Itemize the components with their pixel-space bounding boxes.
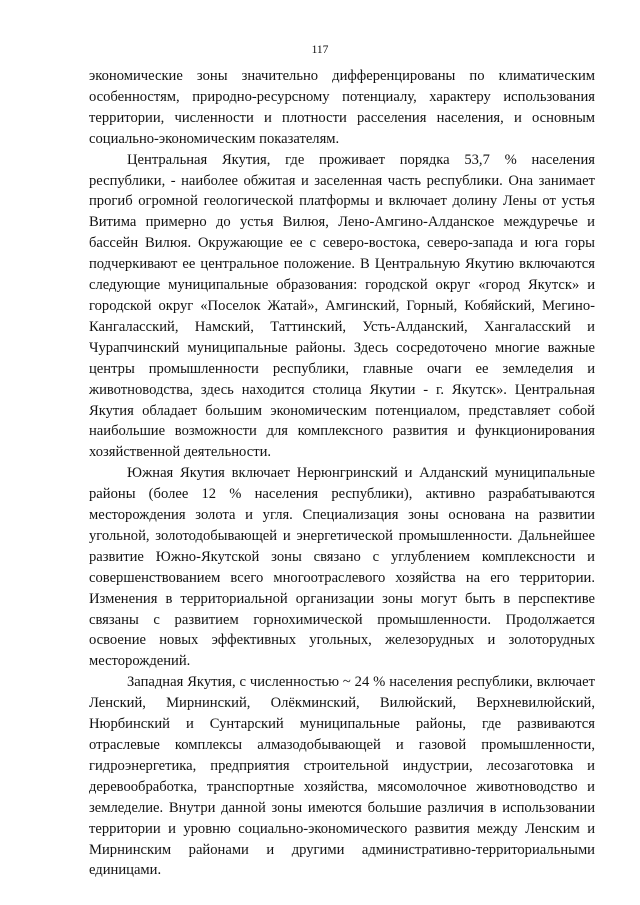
body-text: [89, 66, 595, 881]
paragraph-central-yakutia: Центральная Якутия, где проживает порядка 53,7 % населения республики, - наиболее обжитая и заселенная часть республики. Она занимает прогиб огромной геологической платформы и включает долину Лены от устья Витима примерно до устья Вилюя, Лено-Амгино-Алданское междуречье и бассейн Вилюя. Окружающие ее с северо-востока, северо-запада и юга горы подчеркивают ее центральное положение. В Центральную Якутию включаются следующие муниципальные образования: городской округ «город Якутск» и городской округ «Поселок Жатай», Амгинский, Горный, Кобяйский, Мегино-Кангаласский, Намский, Таттинский, Усть-Алданский, Хангаласский и Чурапчинский муниципальные районы. Здесь сосредоточено многие важные центры промышленности республики, главные очаги ее земледелия и животноводства, здесь находится столица Якутии - г. Якутск». Центральная Якутия обладает большим экономическим потенциалом, представляет собой наибольшие возможности для комплексного развития и функционирования хозяйственной деятельности.: [89, 151, 595, 461]
paragraph-southern-yakutia: Южная Якутия включает Нерюнгринский и Алданский муниципальные районы (более 12 % населения республики), активно разрабатываются месторождения золота и угля. Специализация зоны основана на развитии угольной, золотодобывающей и энергетической промышленности. Дальнейшее развитие Южно-Якутской зоны связано с углублением комплексности и совершенствованием всего многоотраслевого хозяйства на его территории. Изменения в территориальной организации зоны могут быть в перспективе связаны с развитием горнохимической промышленности. Продолжается освоение новых эффективных угольных, железорудных и золоторудных месторождений.: [89, 465, 595, 670]
paragraph-western-yakutia: Западная Якутия, с численностью ~ 24 % населения республики, включает Ленский, Мирнинский, Олёкминский, Вилюйский, Верхневилюйский, Нюрбинский и Сунтарский муниципальные районы, где развиваются отраслевые комплексы алмазодобывающей и газовой промышленности, гидроэнергетика, предприятия строительной индустрии, лесозаготовка и деревообработка, транспортные хозяйства, мясомолочное животноводство и земледелие. Внутри данной зоны имеются большие различия в использовании территории и уровню социально-экономического развития между Ленским и Мирнинским районами и другими административно-территориальными единицами.: [89, 674, 595, 879]
paragraph-continuation: экономические зоны значительно дифференцированы по климатическим особенностям, природно-ресурсному потенциалу, характеру использования территории, численности и плотности расселения населения, и основным социально-экономическим показателям.: [89, 68, 595, 147]
page-number: 117: [311, 44, 329, 56]
